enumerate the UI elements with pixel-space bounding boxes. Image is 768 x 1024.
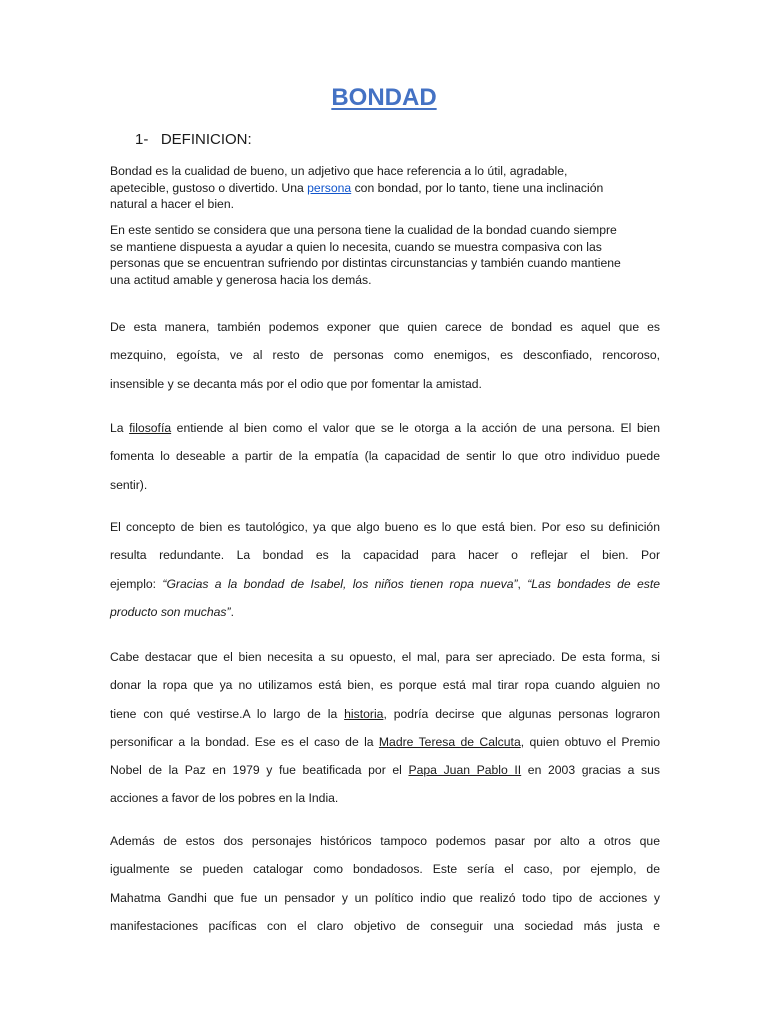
paragraph-line: se mantiene dispuesta a ayudar a quien lo necesita, cuando se muestra compasiva con las	[110, 239, 602, 254]
paragraph-line: mezquino, egoísta, ve al resto de personas como enemigos, es desconfiado, rencoroso,	[110, 348, 660, 363]
paragraph-line: Bondad es la cualidad de bueno, un adjetivo que hace referencia a lo útil, agradable,	[110, 164, 568, 178]
papa-juan-pablo-link[interactable]: Papa Juan Pablo II	[408, 763, 522, 778]
paragraph-7	[110, 827, 660, 940]
paragraph-6	[110, 643, 660, 813]
paragraph-line: Mahatma Gandhi que fue un pensador y un político indio que realizó todo tipo de acciones y	[110, 890, 660, 905]
paragraph-line: insensible y se decanta más por el odio que por fomentar la amistad.	[110, 376, 482, 391]
paragraph-line: tiene con qué vestirse.A lo largo de la historia, podría decirse que algunas personas lograron	[110, 706, 660, 721]
paragraph-line: donar la ropa que ya no utilizamos está bien, es porque está mal tirar ropa cuando alguien no	[110, 678, 660, 693]
paragraph-line: La filosofía entiende al bien como el valor que se le otorga a la acción de una persona. El bien	[110, 421, 660, 435]
paragraph-line: fomenta lo deseable a partir de la empatía (la capacidad de sentir lo que otro individuo puede	[110, 449, 660, 464]
paragraph-line: De esta manera, también podemos exponer que quien carece de bondad es aquel que es	[110, 320, 660, 334]
paragraph-line: producto son muchas”.	[110, 604, 234, 619]
example-quote: “Las bondades de este	[527, 576, 661, 591]
paragraph-line: Además de estos dos personajes históricos tampoco podemos pasar por alto a otros que	[110, 834, 660, 848]
paragraph-3	[110, 313, 660, 398]
paragraph-2	[110, 222, 660, 288]
paragraph-line: acciones a favor de los pobres en la India.	[110, 791, 339, 806]
document-title: BONDAD	[331, 84, 437, 111]
persona-link[interactable]: persona	[307, 180, 352, 195]
madre-teresa-link[interactable]: Madre Teresa de Calcuta	[378, 734, 521, 749]
paragraph-line: El concepto de bien es tautológico, ya que algo bueno es lo que está bien. Por eso su definición	[110, 520, 660, 534]
paragraph-1	[110, 163, 660, 213]
paragraph-line: sentir).	[110, 477, 148, 492]
paragraph-line: apetecible, gustoso o divertido. Una persona con bondad, por lo tanto, tiene una inclinación	[110, 180, 604, 195]
paragraph-5	[110, 513, 660, 626]
paragraph-line: ejemplo: “Gracias a la bondad de Isabel, los niños tienen ropa nueva”, “Las bondades de este	[110, 576, 661, 591]
paragraph-4	[110, 414, 660, 499]
example-quote: producto son muchas”	[110, 604, 231, 619]
filosofia-link[interactable]: filosofía	[129, 421, 172, 435]
paragraph-line: personas que se encuentran sufriendo por distintas circunstancias y también cuando mantiene	[110, 256, 621, 270]
paragraph-line: una actitud amable y generosa hacia los demás.	[110, 272, 372, 287]
section-heading: 1- DEFINICION:	[135, 131, 252, 148]
example-quote: “Gracias a la bondad de Isabel, los niños tienen ropa nueva”	[162, 576, 518, 591]
paragraph-line: natural a hacer el bien.	[110, 197, 234, 211]
paragraph-line: resulta redundante. La bondad es la capacidad para hacer o reflejar el bien. Por	[110, 548, 660, 563]
paragraph-line: manifestaciones pacíficas con el claro objetivo de conseguir una sociedad más justa e	[110, 918, 660, 933]
paragraph-line: igualmente se pueden catalogar como bondadosos. Este sería el caso, por ejemplo, de	[110, 862, 660, 877]
paragraph-line: Cabe destacar que el bien necesita a su opuesto, el mal, para ser apreciado. De esta forma, si	[110, 650, 660, 664]
paragraph-line: En este sentido se considera que una persona tiene la cualidad de la bondad cuando siempre	[110, 223, 617, 237]
historia-link[interactable]: historia	[344, 706, 384, 721]
paragraph-line: personificar a la bondad. Ese es el caso de la Madre Teresa de Calcuta, quien obtuvo el Premio	[110, 734, 660, 749]
paragraph-line: Nobel de la Paz en 1979 y fue beatificada por el Papa Juan Pablo II en 2003 gracias a sus	[110, 763, 660, 778]
